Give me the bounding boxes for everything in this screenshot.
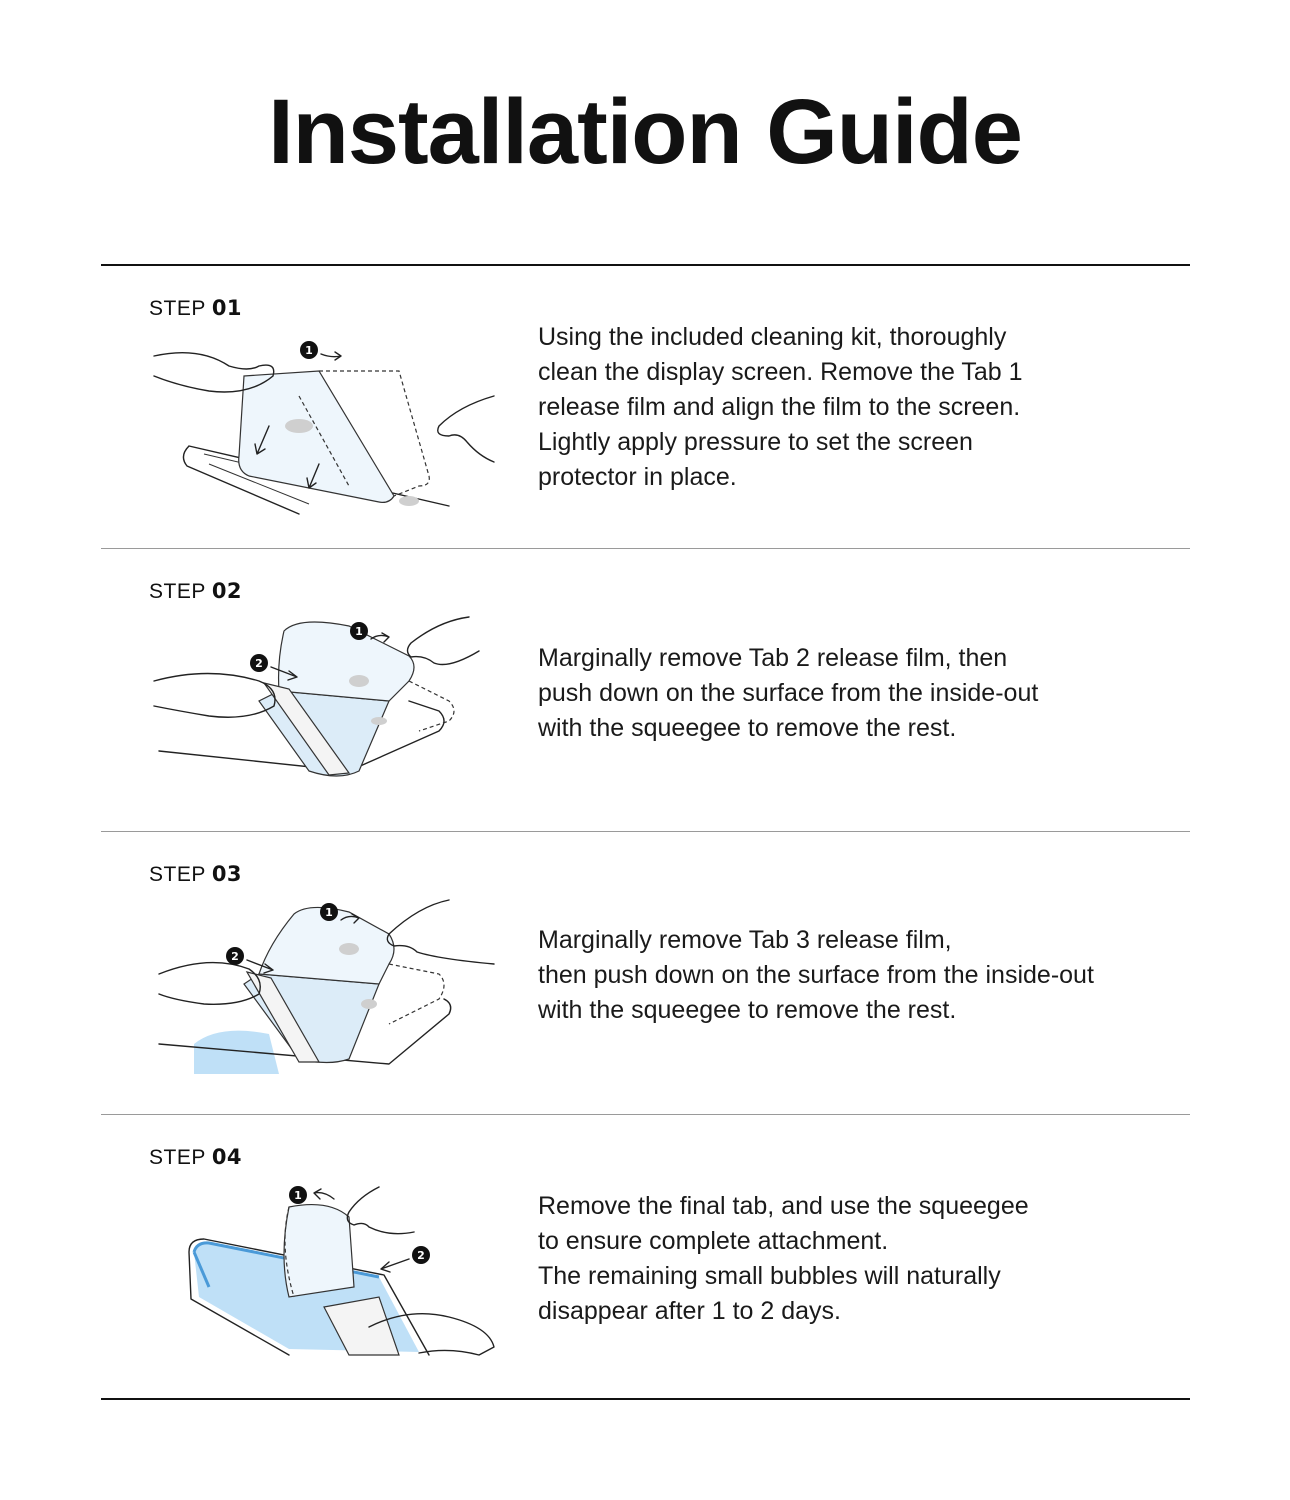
step-description <box>538 923 1178 1028</box>
step-04 <box>101 1115 1190 1397</box>
right-hand-sketch <box>438 396 494 462</box>
description-line: Using the included cleaning kit, thoroughly <box>538 323 1007 351</box>
bottom-divider <box>101 1398 1190 1400</box>
step-03-illustration <box>149 894 499 1074</box>
step-01 <box>101 266 1190 548</box>
step-label <box>149 862 242 887</box>
top-hand-sketch <box>347 1187 414 1234</box>
arrow-right-icon <box>321 352 341 360</box>
description-line: Marginally remove Tab 3 release film, <box>538 926 952 954</box>
step-description <box>538 1189 1178 1329</box>
description-line: disappear after 1 to 2 days. <box>538 1297 841 1325</box>
arrow-left-icon <box>314 1189 334 1199</box>
step-description <box>538 641 1178 746</box>
step-description <box>538 320 1178 495</box>
step-label <box>149 1145 242 1170</box>
description-line: The remaining small bubbles will naturally <box>538 1262 1001 1290</box>
step-number: 02 <box>211 579 243 603</box>
step-number: 04 <box>211 1145 243 1169</box>
lifted-film <box>284 1205 354 1297</box>
step-badge-1-label: 1 <box>355 625 363 638</box>
step-label <box>149 296 242 321</box>
step-04-illustration <box>149 1177 499 1357</box>
step-03 <box>101 832 1190 1114</box>
description-line: then push down on the surface from the inside-out <box>538 961 1094 989</box>
lifted-film <box>279 622 414 701</box>
step-label <box>149 579 242 604</box>
step-badge-2-label: 2 <box>231 950 239 963</box>
step-badge-1-label: 1 <box>325 906 333 919</box>
step-badge-2-label: 2 <box>255 657 263 670</box>
step-01-illustration <box>149 336 499 516</box>
step-prefix: STEP <box>149 297 206 320</box>
left-hand-sketch <box>154 353 274 392</box>
right-hand-sketch <box>408 617 480 665</box>
arrow-left-icon <box>381 1259 409 1272</box>
description-line: clean the display screen. Remove the Tab 1 <box>538 358 1023 386</box>
step-prefix: STEP <box>149 1146 206 1169</box>
step-number: 01 <box>211 296 243 320</box>
description-line: release film and align the film to the screen. <box>538 393 1021 421</box>
description-line: protector in place. <box>538 463 737 491</box>
description-line: push down on the surface from the inside-out <box>538 679 1039 707</box>
step-02-illustration <box>149 611 499 791</box>
left-hand-sketch <box>154 674 275 718</box>
step-badge-2-label: 2 <box>417 1249 425 1262</box>
step-02 <box>101 549 1190 831</box>
right-hand-sketch <box>387 900 494 964</box>
description-line: with the squeegee to remove the rest. <box>538 714 957 742</box>
step-badge-1-label: 1 <box>305 344 313 357</box>
description-line: with the squeegee to remove the rest. <box>538 996 957 1024</box>
description-line: Remove the final tab, and use the squeegee <box>538 1192 1029 1220</box>
description-line: Lightly apply pressure to set the screen <box>538 428 973 456</box>
description-line: to ensure complete attachment. <box>538 1227 889 1255</box>
description-line: Marginally remove Tab 2 release film, then <box>538 644 1008 672</box>
step-prefix: STEP <box>149 863 206 886</box>
page-title: Installation Guide <box>268 81 1022 183</box>
step-number: 03 <box>211 862 243 886</box>
step-badge-1-label: 1 <box>294 1189 302 1202</box>
step-prefix: STEP <box>149 580 206 603</box>
